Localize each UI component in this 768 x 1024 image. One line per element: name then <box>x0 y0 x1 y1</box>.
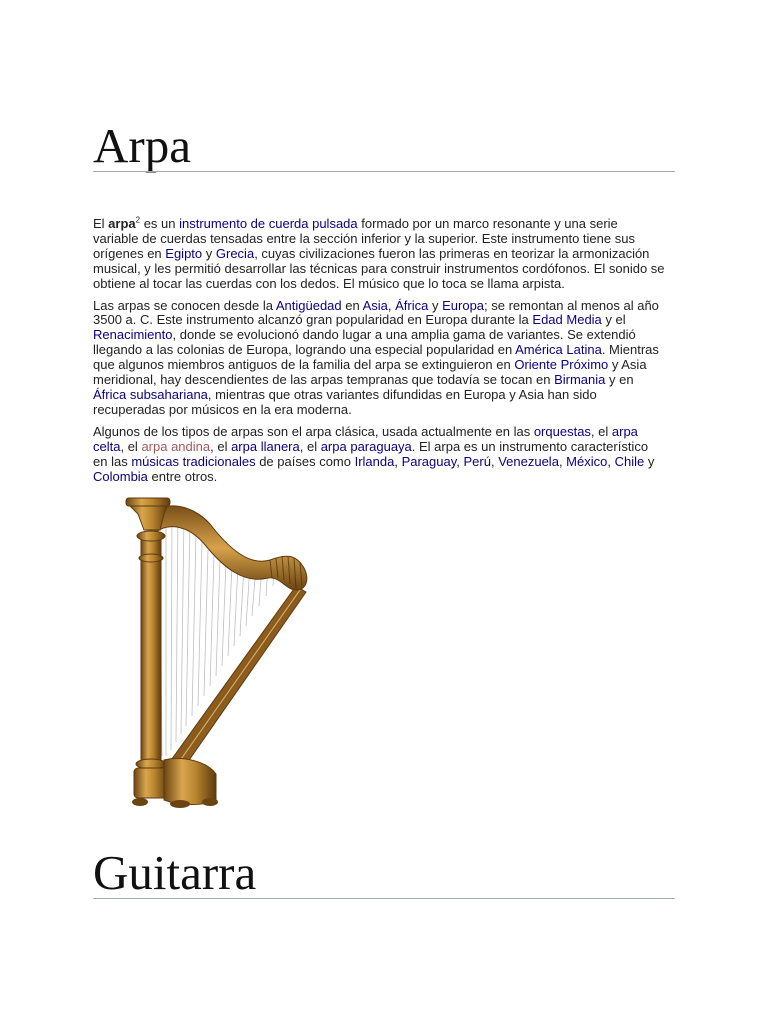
harp-pillar <box>141 534 161 770</box>
article-body <box>93 217 665 491</box>
text: , el <box>210 438 232 454</box>
text: , <box>490 453 499 469</box>
text: , donde se evolucionó dando lugar a una amplia gama de variantes. Se extendió llegando a las colonias de Europa, logrando una especial popularidad en <box>93 327 636 358</box>
text: en <box>341 297 363 313</box>
link-america-latina[interactable]: América Latina <box>515 342 602 358</box>
text: , el <box>299 438 321 454</box>
link-colombia[interactable]: Colombia <box>93 468 148 484</box>
paragraph-intro <box>93 217 665 292</box>
text: El <box>93 216 109 231</box>
text: y en <box>605 372 634 388</box>
heading-divider <box>93 898 675 899</box>
link-birmania[interactable]: Birmania <box>554 372 606 388</box>
link-irlanda[interactable]: Irlanda <box>354 453 395 469</box>
link-arpa-llanera[interactable]: arpa llanera <box>231 438 300 454</box>
text: , <box>607 453 615 469</box>
link-mexico[interactable]: México <box>566 453 608 469</box>
link-renacimiento[interactable]: Renacimiento <box>93 327 173 343</box>
link-antiguedad[interactable]: Antigüedad <box>275 297 342 313</box>
link-africa[interactable]: África <box>395 297 429 313</box>
text: , <box>558 453 567 469</box>
text: Algunos de los tipos de arpas son el arpa clásica, usada actualmente en las <box>93 423 534 439</box>
text: ; se remontan al menos al año 3500 a. C. Este instrumento alcanzó gran popularidad en Europa durante la <box>93 297 659 328</box>
link-arpa-celta[interactable]: arpa celta <box>93 423 638 454</box>
text: , <box>456 453 464 469</box>
link-europa[interactable]: Europa <box>442 297 485 313</box>
section-heading-arpa: Arpa <box>93 118 191 173</box>
text: y <box>202 245 216 261</box>
text: , <box>387 297 396 313</box>
text: , mientras que otras variantes difundidas en Europa y Asia han sido recuperadas por músicos en la era moderna. <box>93 386 597 417</box>
link-grecia[interactable]: Grecia <box>215 245 255 261</box>
harp-soundboard <box>164 586 306 776</box>
link-asia[interactable]: Asia <box>362 297 388 313</box>
footnote-ref[interactable]: 2 <box>135 215 141 225</box>
text: de países como <box>255 453 355 469</box>
link-arpa-paraguaya[interactable]: arpa paraguaya <box>320 438 412 454</box>
text: , cuyas civilizaciones fueron las primeras en teorizar la armonización musical, y les permitió desarrollar las técnicas para construir instrumentos cordófonos. El sonido se obtiene al tocar las cuerdas con los dedos. El músico que lo toca se llama arpista. <box>93 245 665 291</box>
heading-divider <box>93 171 675 172</box>
text: y <box>428 297 443 313</box>
text: , el <box>590 423 612 439</box>
section-heading-guitarra: Guitarra <box>93 845 257 900</box>
text: Las arpas se conocen desde la <box>93 297 276 313</box>
link-oriente-proximo[interactable]: Oriente Próximo <box>514 357 609 373</box>
link-orquestas[interactable]: orquestas <box>533 423 591 439</box>
text: , el <box>120 438 142 454</box>
text: , <box>394 453 402 469</box>
bold-term-arpa: arpa <box>108 216 136 231</box>
harp-image <box>120 494 312 812</box>
text: formado por un marco resonante y una serie variable de cuerdas tensadas entre la sección inferior y la superior. Este instrumento tiene sus orígenes en <box>93 216 635 261</box>
paragraph-types <box>93 425 665 485</box>
link-egipto[interactable]: Egipto <box>165 245 203 261</box>
link-chile[interactable]: Chile <box>614 453 645 469</box>
link-musicas-tradicionales[interactable]: músicas tradicionales <box>131 453 256 469</box>
text: entre otros. <box>147 468 218 484</box>
link-instrumento-de-cuerda-pulsada[interactable]: instrumento de cuerda pulsada <box>179 216 358 231</box>
link-edad-media[interactable]: Edad Media <box>532 312 602 328</box>
harp-base <box>164 759 216 805</box>
text: y Asia meridional, hay descendientes de las arpas tempranas que todavía se tocan en <box>93 357 647 388</box>
text: y <box>644 453 655 469</box>
link-africa-subsahariana[interactable]: África subsahariana <box>93 386 208 402</box>
text: . Mientras que algunos miembros antiguos de la familia del arpa se extinguieron en <box>93 342 659 373</box>
text: es un <box>140 216 180 231</box>
text: . El arpa es un instrumento característico en las <box>93 438 649 469</box>
link-peru[interactable]: Perú <box>463 453 491 469</box>
link-arpa-andina[interactable]: arpa andina <box>141 438 211 454</box>
link-paraguay[interactable]: Paraguay <box>401 453 457 469</box>
paragraph-history <box>93 299 665 418</box>
link-venezuela[interactable]: Venezuela <box>498 453 559 469</box>
text: y el <box>601 312 626 328</box>
